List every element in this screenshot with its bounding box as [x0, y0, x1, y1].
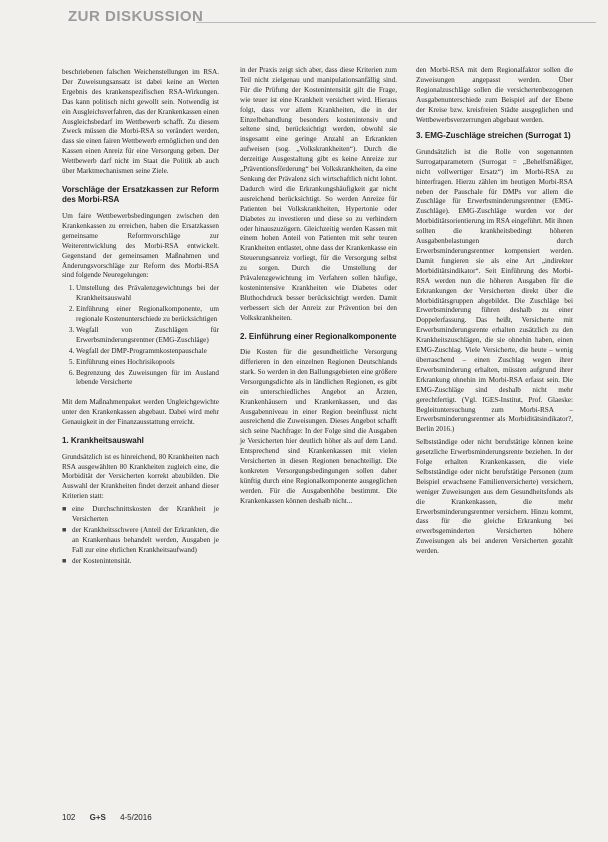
- list-item: 3. Wegfall von Zuschlägen für Erwerbsminderungsrentner (EMG-Zuschläge): [76, 326, 219, 346]
- list-item-text: der Krankheitsschwere (Anteil der Erkrankten, die an Krankenhaus behandelt werden, Ausgaben je Fall zur eine ehrlichen Krankheitsaufwand): [72, 525, 219, 554]
- subheading: 3. EMG-Zuschläge streichen (Surrogat 1): [416, 131, 571, 141]
- subheading: Vorschläge der Ersatzkassen zur Reform des Morbi-RSA: [62, 184, 219, 205]
- paragraph: Die Kosten für die gesundheitliche Versorgung differieren in den einzelnen Regionen Deutschlands stark. So werden in den Ballungsgebieten eine größere Versorgungsdichte als in ländlichen Regionen, es gibt ein unterschiedliches Angebot an Ärzten, Krankenhäusern und Krankenkassen, und das Ausgabenniveau in einer Region beeinflusst nicht ausreichend die Zuweisungen. Dieses Angebot schafft sich seine Nachfrage: In der Folge sind die Ausgaben je Versicherten hier deutlich höher als auf dem Land. Entsprechend sind Krankenkassen mit vielen Versicherten in diesen Regionen benachteiligt. Die konkreten Versorgungsbedingungen sollen daher künftig durch eine Regionalkomponente ausgeglichen werden. Für die Ausgabenhöhe bestimmt. Die Krankenkassen können deshalb nicht...: [240, 348, 397, 505]
- paragraph: beschriebenen falschen Weichenstellungen im RSA. Der Zuweisungsansatz ist dabei keine an Werten Ergebnis des krankenspezifischen RSA-Wirkungen. Das kann politisch nicht gewollt sein. Notwendig ist ein Ausgleichsverfahren, das der Krankenkassen einen Ausgleichsbedarf im Wettbewerb schafft. Zu diesem Zweck müssen die Morbi-RSA so verändert werden, dass sie einen fairen Wettbewerb ermöglichen und den Kassen einen Anreiz für eine Versorgung geben. Der Wettbewerb darf nicht im Staat die Politik ab auch über Marktmechanismen seine Ziele.: [62, 68, 219, 176]
- paragraph: Mit dem Maßnahmenpaket werden Ungleichgewichte unter den Krankenkassen abgebaut. Dabei wird mehr Genauigkeit in der Finanzausstattung erreicht.: [62, 398, 219, 427]
- paragraph: Grundsätzlich ist die Rolle von sogenannten Surrogatparametern (Surrogat = „Behelfsmäßiger, nicht vollwertiger Ersatz“) im Morbi-RSA zu hinterfragen. Hierzu zählen im heutigen Morbi-RSA neben der Pauschale für DMPs vor allem die Zuschläge für Erwerbsminderungsrentner (EMG-Zuschläge). EMG-Zuschläge wurden vor der Morbiditätsorientierung im RSA eingeführt. Mit ihnen sollten die krankheitsbedingt höheren Ausgabenbelastungen durch Erwerbsminderungsrentner kompensiert werden. Damit fungieren sie als eine Art „indirekter Morbiditätsindikator“. Seit Einführung des Morbi-RSA werden nun die höheren Ausgaben für die Erkrankungen der Versicherten direkt über die Morbiditätsgruppen abgebildet. Die Zuschläge bei Erwerbsminderung führen deshalb zu einer Doppelerfassung. Das heißt, Versicherte mit Erwerbsminderungsrente erhalten zusätzlich zu den Krankheitszuschlägen, die sie ohnehin haben, einen EMG-Zuschlag. Viele Versicherte, die heute – wenig überraschend – einen Zuschlag wegen ihrer Erwerbsminderung erhalten, müssten aufgrund ihrer Erkrankung ohnehin im Morbi-RSA erfasst sein. Die EMG-Zuschläge sind deshalb nicht mehr gerechtfertigt. (Vgl. IGES-Institut, Prof. Glaeske: Begleituntersuchung zum Morbi-RSA – Erwerbsminderungsrentner als Morbiditätsindikator?, Berlin 2016.): [416, 147, 573, 434]
- issue-number: 4-5/2016: [120, 813, 152, 822]
- list-item: [62, 526, 219, 556]
- reform-list: [62, 284, 219, 388]
- subheading: 1. Krankheitsauswahl: [62, 436, 144, 446]
- bullet-icon: ■: [62, 556, 67, 565]
- paragraph: Grundsätzlich ist es hinreichend, 80 Krankheiten nach RSA ausgewählten 80 Krankheiten zugleich eine, die Morbidität der Versicherten korrekt abzubilden. Die Auswahl der Krankheiten findet derzeit anhand dieser Kriterien statt:: [62, 452, 219, 501]
- page-header: [68, 8, 596, 30]
- list-item: 6. Begrenzung des Zuweisungen für im Ausland lebende Versicherte: [76, 369, 219, 389]
- list-item: 5. Einführung eines Hochrisikopools: [76, 358, 219, 368]
- paragraph: in der Praxis zeigt sich aber, dass diese Kriterien zum Teil nicht zielgenau und manipulationsanfällig sind. Für die Prüfung der Kostenintensität gilt die Frage, wie teuer ist eine Krankheit versichert wird. Hieraus folgt, dass vor allem Krankheiten, die in der Einzelbehandlung besonders kostenintensiv und seltene sind, berücksichtigt werden, obwohl sie insgesamt eine geringe Anzahl an Erkrankten aufweisen (sog. „Volkskrankheiten“). Durch die derzeitige Ausgestaltung gibt es keine Anreize zur „Präventionsförderung“ bei Volkskrankheiten, da eine Senkung der Prävalenz sich wirtschaftlich nicht lohnt. Dadurch wird die Erkrankungshäufigkeit gar nicht ausreichend berücksichtigt. So werden Anreize für Patienten bei Volkskrankheiten, Hypertonie oder Diabetes zu investieren und diese so zu verhindern oder hinauszuzögern. Gleichzeitig werden Kassen mit einem hohen Anteil von Patienten mit sehr teuren Krankheiten entlastet, ohne dass der Krankenkasse ein Steuerungsanreiz vorliegt, für die Versorgung selbst zu sorgen. Durch die Umstellung der Prävalenzgewichtung im Verfahren sollen häufige, kostenintensive Krankheiten wie Diabetes oder Bluthochdruck besser berücksichtigt werden. Damit verbessert sich der Anreiz zur Prävention bei den Volkskrankheiten.: [240, 66, 397, 322]
- column-2: [240, 66, 397, 510]
- criteria-list: [62, 505, 219, 566]
- paragraph: Um faire Wettbewerbsbedingungen zwischen den Krankenkassen zu erreichen, haben die Ersatzkassen gemeinsame Reformvorschläge zur Weiterentwicklung des Morbi-RSA entwickelt. Gegenstand der gemeinsamen Maßnahmen und Änderungsvorschläge zur Reform des Morbi-RSA sind folgende Neuregelungen:: [62, 211, 219, 280]
- list-item: [62, 557, 219, 567]
- list-item-text: der Kostenintensität.: [72, 556, 132, 565]
- list-item: 1. Umstellung des Prävalenzgewichtungs bei der Krankheitsauswahl: [76, 284, 219, 304]
- column-1: [62, 68, 219, 568]
- list-item: 4. Wegfall der DMP-Programmkostenpauschale: [76, 347, 219, 357]
- section-title: ZUR DISKUSSION: [68, 8, 204, 25]
- brand-logo: G+S: [89, 813, 106, 822]
- bullet-icon: ■: [62, 525, 67, 534]
- page-number: 102: [62, 813, 76, 822]
- subheading: 2. Einführung einer Regionalkomponente: [240, 331, 397, 341]
- paragraph: den Morbi-RSA mit dem Regionalfaktor sollen die Zuweisungen angepasst werden. Über Regionalzuschläge sollen die versichertenbezogenen Ausgabenunterschiede zum Beispiel auf der Ebene der Kreise bzw. kreisfreien Städte ausgeglichen und Wettbewerbsverzerrungen abgebaut werden.: [416, 66, 573, 124]
- list-item: 2. Einführung einer Regionalkomponente, um regionale Kostenunterschiede zu berücksichtigen: [76, 305, 219, 325]
- header-rule: [196, 22, 596, 23]
- list-item: [62, 505, 219, 525]
- bullet-icon: ■: [62, 505, 67, 514]
- page-footer: [62, 813, 282, 827]
- column-3: [416, 66, 573, 560]
- list-item-text: eine Durchschnittskosten der Krankheit je Versicherten: [72, 505, 219, 524]
- paragraph: Selbstständige oder nicht berufstätige können keine gesetzliche Erwerbsminderungsrente beziehen. In der Folge erhalten Krankenkassen, die viele Selbstständige oder nicht berufstätige Personen (zum Beispiel erwachsene Familienversicherte) versichern, weniger Zuweisungen aus dem Gesundheitsfonds als die Krankenkassen, die mehr Erwerbsminderungsrentner versichern. Hinzu kommt, dass für die gleiche Erkrankung bei erwerbsgeminderten Versicherten höhere Zuweisungen als bei anderen Versicherten gezahlt werden.: [416, 438, 573, 556]
